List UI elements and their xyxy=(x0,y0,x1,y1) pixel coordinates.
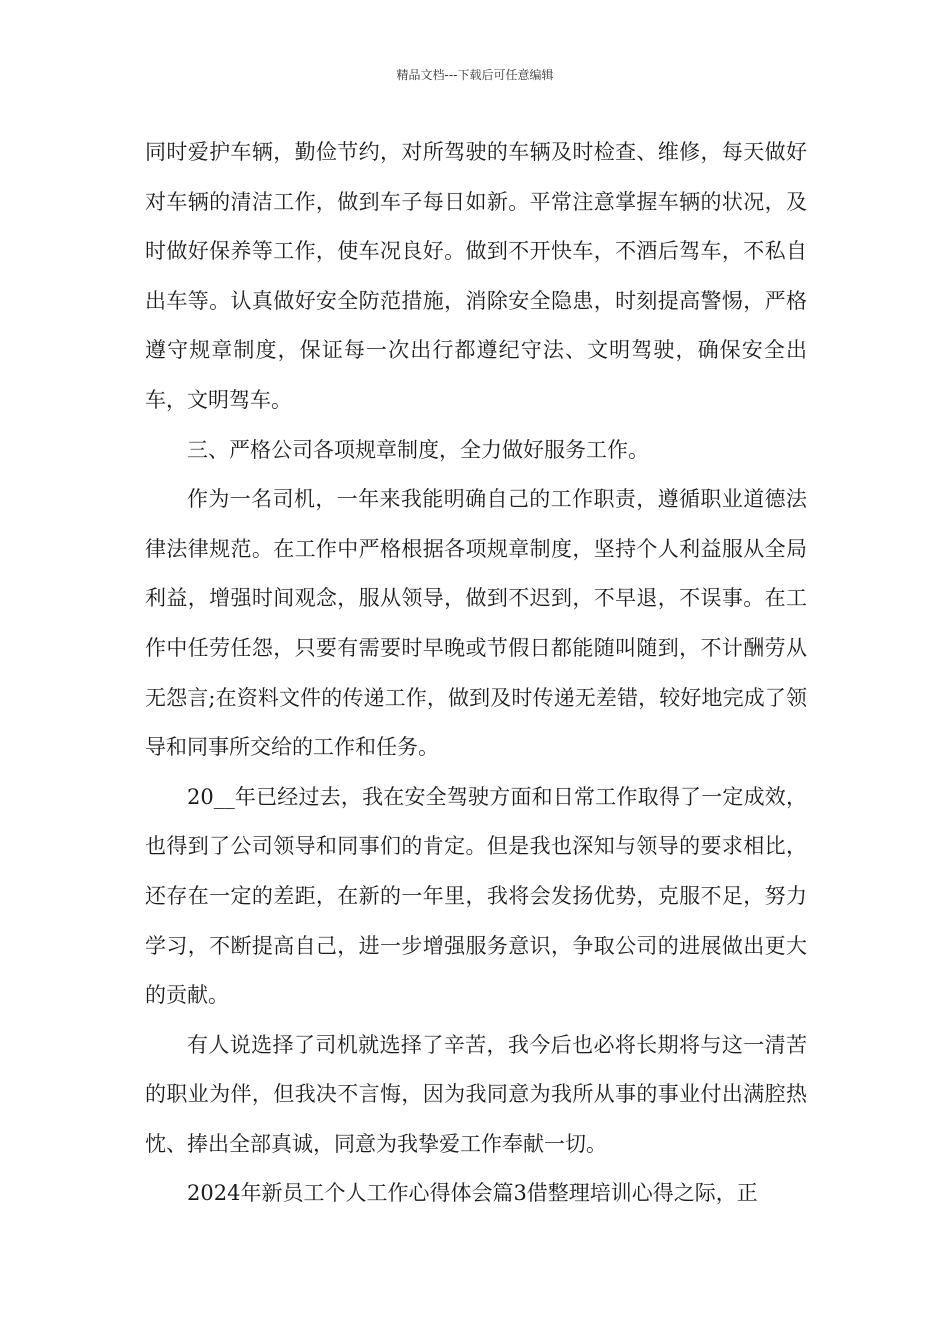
section-heading-rules: 三、严格公司各项规章制度，全力做好服务工作。 xyxy=(187,437,649,462)
paragraph-duties: 作为一名司机，一年来我能明确自己的工作职责，遵循职业道德法律法律规范。在工作中严格根据各项规章制度，坚持个人利益服从全局利益，增强时间观念，服从领导，做到不迟到，不早退，不误事。在工作中任劳任怨，只要有需要时早晚或节假日都能随叫随到，不计酬劳从无怨言;在资料文件的传递工作，做到及时传递无差错，较好地完成了领导和同事所交给的工作和任务。 xyxy=(145,487,807,760)
paragraph-vehicle-care: 同时爱护车辆，勤俭节约，对所驾驶的车辆及时检查、维修，每天做好对车辆的清洁工作，做到车子每日如新。平常注意掌握车辆的状况，及时做好保养等工作，使车况良好。做到不开快车，不酒后驾车，不私自出车等。认真做好安全防范措施，消除安全隐患，时刻提高警惕，严格遵守规章制度，保证每一次出行都遵纪守法、文明驾驶，确保安全出车，文明驾车。 xyxy=(145,140,807,412)
paragraph-commitment: 有人说选择了司机就选择了辛苦，我今后也必将长期将与这一清苦的职业为伴，但我决不言悔，因为我同意为我所从事的事业付出满腔热忱、捧出全部真诚，同意为我挚爱工作奉献一切。 xyxy=(145,1032,807,1156)
document-body xyxy=(145,128,807,1219)
page-header: 精品文档---下载后可任意编辑 xyxy=(396,68,554,82)
paragraph-year-summary: 20__年已经过去，我在安全驾驶方面和日常工作取得了一定成效，也得到了公司领导和同事们的肯定。但是我也深知与领导的要求相比，还存在一定的差距，在新的一年里，我将会发扬优势，克服不足，努力学习，不断提高自己，进一步增强服务意识，争取公司的进展做出更大的贡献。 xyxy=(145,784,807,1008)
paragraph-next-article: 2024年新员工个人工作心得体会篇3借整理培训心得之际，正 xyxy=(187,1181,758,1206)
